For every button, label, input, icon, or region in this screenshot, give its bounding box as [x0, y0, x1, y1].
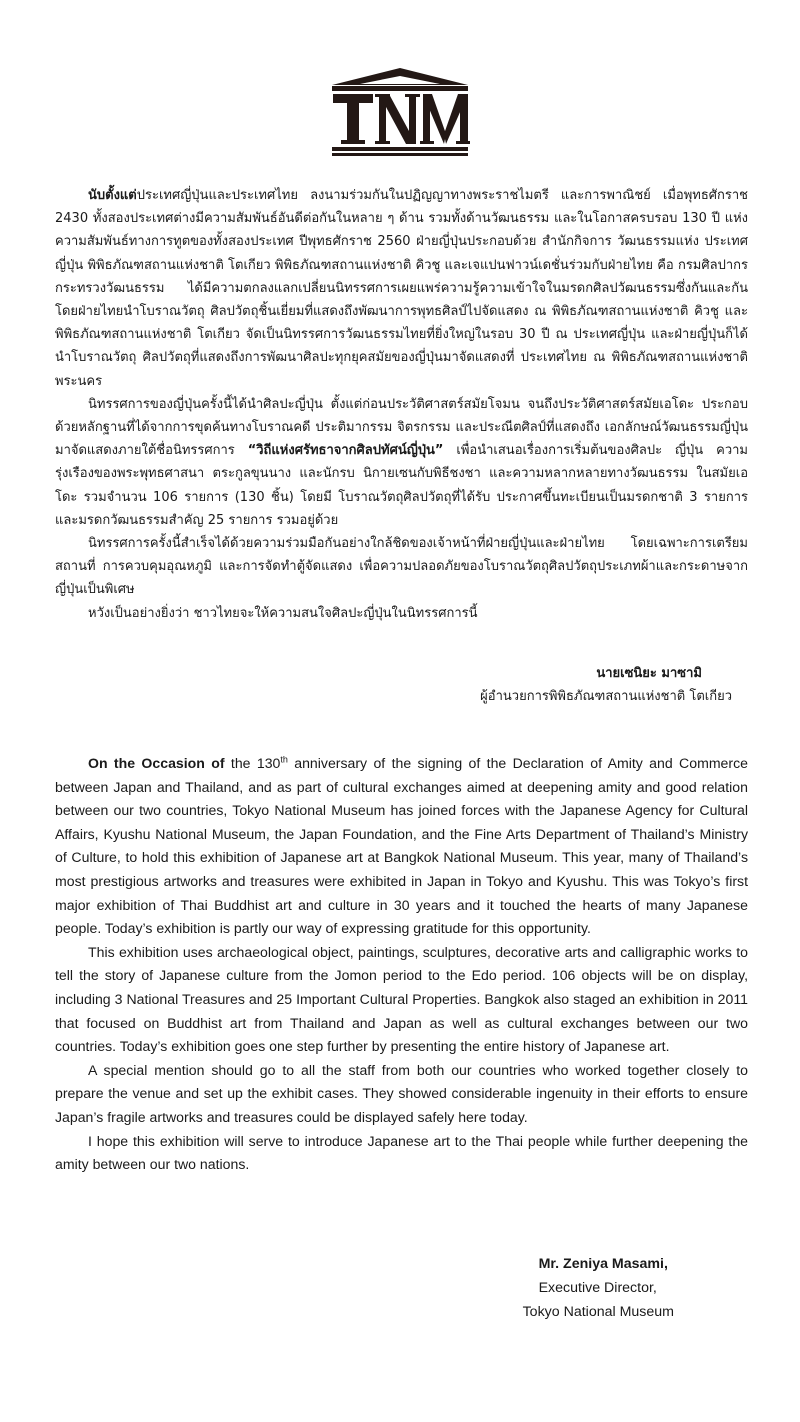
- thai-exhibition-title: “วิถีแห่งศรัทธาจากศิลปทัศน์ญี่ปุ่น”: [247, 443, 444, 459]
- english-lead-phrase: On the Occasion of: [88, 755, 225, 771]
- thai-signature: [480, 662, 732, 708]
- thai-lead-phrase: นับตั้งแต่: [88, 188, 137, 203]
- english-paragraph-1: On the Occasion of the 130th anniversary of the signing of the Declaration of Amity and Commerce between Japan and Thailand, and as part of cultural exchanges aimed at deepening amity and good relation between our two countries, Tokyo National Museum has joined forces with the Japanese Agency for Cultural Affairs, Kyushu National Museum, the Japan Foundation, and the Fine Arts Department of Thailand’s Ministry of Culture, to hold this exhibition of Japanese art at Bangkok National Museum. This year, many of Thailand’s most prestigious artworks and treasures were exhibited in Japan in Tokyo and Kyushu. This was Tokyo’s first major exhibition of Thai Buddhist art and culture in 30 years and it touched the hearts of many Japanese people. Today’s exhibition is partly our way of expressing gratitude for this opportunity.: [55, 754, 748, 937]
- thai-paragraph-2: นิทรรศการของญี่ปุ่นครั้งนี้ได้นำศิลปะญี่ปุ่น ตั้งแต่ก่อนประวัติศาสตร์สมัยโจมน จนถึงประวัติศาสตร์สมัยเอโดะ ประกอบด้วยหลักฐานที่ได้จากการขุดค้นทางโบราณคดี ประติมากรรม จิตรกรรม และประณีตศิลป์ที่แสดงถึง เอกลักษณ์วัฒนธรรมญี่ปุ่น มาจัดแสดงภายใต้ชื่อนิทรรศการ “วิถีแห่งศรัทธาจากศิลปทัศน์ญี่ปุ่น” เพื่อนำเสนอเรื่องการเริ่มต้นของศิลปะ ญี่ปุ่น ความรุ่งเรืองของพระพุทธศาสนา ตระกูลขุนนาง และนักรบ นิกายเซนกับพิธีชงชา และความหลากหลายทางวัฒนธรรม ในสมัยเอโดะ รวมจำนวน 106 รายการ (130 ชิ้น) โดยมี โบราณวัตถุศิลปวัตถุที่ได้รับ ประกาศขึ้นทะเบียนเป็นมรดกชาติ 3 รายการ และมรดกวัฒนธรรมสำคัญ 25 รายการ รวมอยู่ด้วย: [55, 396, 748, 528]
- english-signature: [523, 1252, 674, 1324]
- tnm-logo: [330, 66, 470, 158]
- thai-introduction: [55, 184, 748, 625]
- thai-paragraph-1: นับตั้งแต่ประเทศญี่ปุ่นและประเทศไทย ลงนามร่วมกันในปฏิญญาทางพระราชไมตรี และการพาณิชย์ เมื่อพุทธศักราช 2430 ทั้งสองประเทศต่างมีความสัมพันธ์อันดีต่อกันในหลาย ๆ ด้าน รวมทั้งด้านวัฒนธรรม และในโอกาสครบรอบ 130 ปี แห่งความสัมพันธ์ทางการทูตของทั้งสองประเทศ ปีพุทธศักราช 2560 ฝ่ายญี่ปุ่นประกอบด้วย สำนักกิจการ วัฒนธรรมแห่ง ประเทศญี่ปุ่น พิพิธภัณฑสถานแห่งชาติ โตเกียว พิพิธภัณฑสถานแห่งชาติ คิวชู และเจแปนฟาวน์เดชั่นร่วมกับฝ่ายไทย คือ กรมศิลปากร กระทรวงวัฒนธรรม ได้มีความตกลงแลกเปลี่ยนนิทรรศการเผยแพร่ความรู้ความเข้าใจในมรดกศิลปวัฒนธรรมซึ่งกันและกัน โดยฝ่ายไทยนำโบราณวัตถุ ศิลปวัตถุชิ้นเยี่ยมที่แสดงถึงพัฒนาการพุทธศิลป์ไปจัดแสดง ณ พิพิธภัณฑสถานแห่งชาติ คิวชู และพิพิธภัณฑสถานแห่งชาติ โตเกียว จัดเป็นนิทรรศการวัฒนธรรมไทยที่ยิ่งใหญ่ในรอบ 30 ปี ณ ประเทศญี่ปุ่น และฝ่ายญี่ปุ่นก็ได้นำโบราณวัตถุ ศิลปวัตถุที่แสดงถึงการพัฒนาศิลปะทุกยุคสมัยของญี่ปุ่นมาจัดแสดงที่ ประเทศไทย ณ พิพิธภัณฑสถานแห่งชาติ พระนคร: [55, 188, 748, 389]
- english-introduction: [55, 752, 748, 1177]
- english-signatory-organization: Tokyo National Museum: [522, 1304, 674, 1320]
- english-signatory-name: Mr. Zeniya Masami,: [538, 1256, 668, 1272]
- thai-paragraph-4: หวังเป็นอย่างยิ่งว่า ชาวไทยจะให้ความสนใจศิลปะญี่ปุ่นในนิทรรศการนี้: [88, 605, 478, 621]
- thai-paragraph-3: นิทรรศการครั้งนี้สำเร็จได้ด้วยความร่วมมือกันอย่างใกล้ชิดของเจ้าหน้าที่ฝ่ายญี่ปุ่นและฝ่ายไทย โดยเฉพาะการเตรียม สถานที่ การควบคุมอุณหภูมิ และการจัดทำตู้จัดแสดง เพื่อความปลอดภัยของโบราณวัตถุศิลปวัตถุประเภทผ้าและกระดาษจากญี่ปุ่นเป็นพิเศษ: [55, 536, 748, 598]
- english-signatory-title: Executive Director,: [538, 1280, 657, 1296]
- english-paragraph-4: I hope this exhibition will serve to introduce Japanese art to the Thai people while further deepening the amity between our two nations.: [55, 1132, 748, 1173]
- thai-signatory-title: ผู้อำนวยการพิพิธภัณฑสถานแห่งชาติ โตเกียว: [480, 689, 732, 704]
- english-paragraph-3: A special mention should go to all the staff from both our countries who worked together closely to prepare the venue and set up the exhibit cases. They showed considerable ingenuity in their efforts to ensure Japan’s fragile artworks and treasures could be displayed safely here today.: [55, 1061, 748, 1125]
- english-paragraph-2: This exhibition uses archaeological object, paintings, sculptures, decorative arts and calligraphic works to tell the story of Japanese culture from the Jomon period to the Edo period. 106 objects will be on display, including 3 National Treasures and 25 Important Cultural Properties. Bangkok also staged an exhibition in 2011 that focused on Buddhist art from Thailand and Japan as well as cultural exchanges between our two countries. Today’s exhibition goes one step further by presenting the entire history of Japanese art.: [55, 943, 748, 1055]
- thai-signatory-name: นายเซนิยะ มาซามิ: [596, 666, 702, 681]
